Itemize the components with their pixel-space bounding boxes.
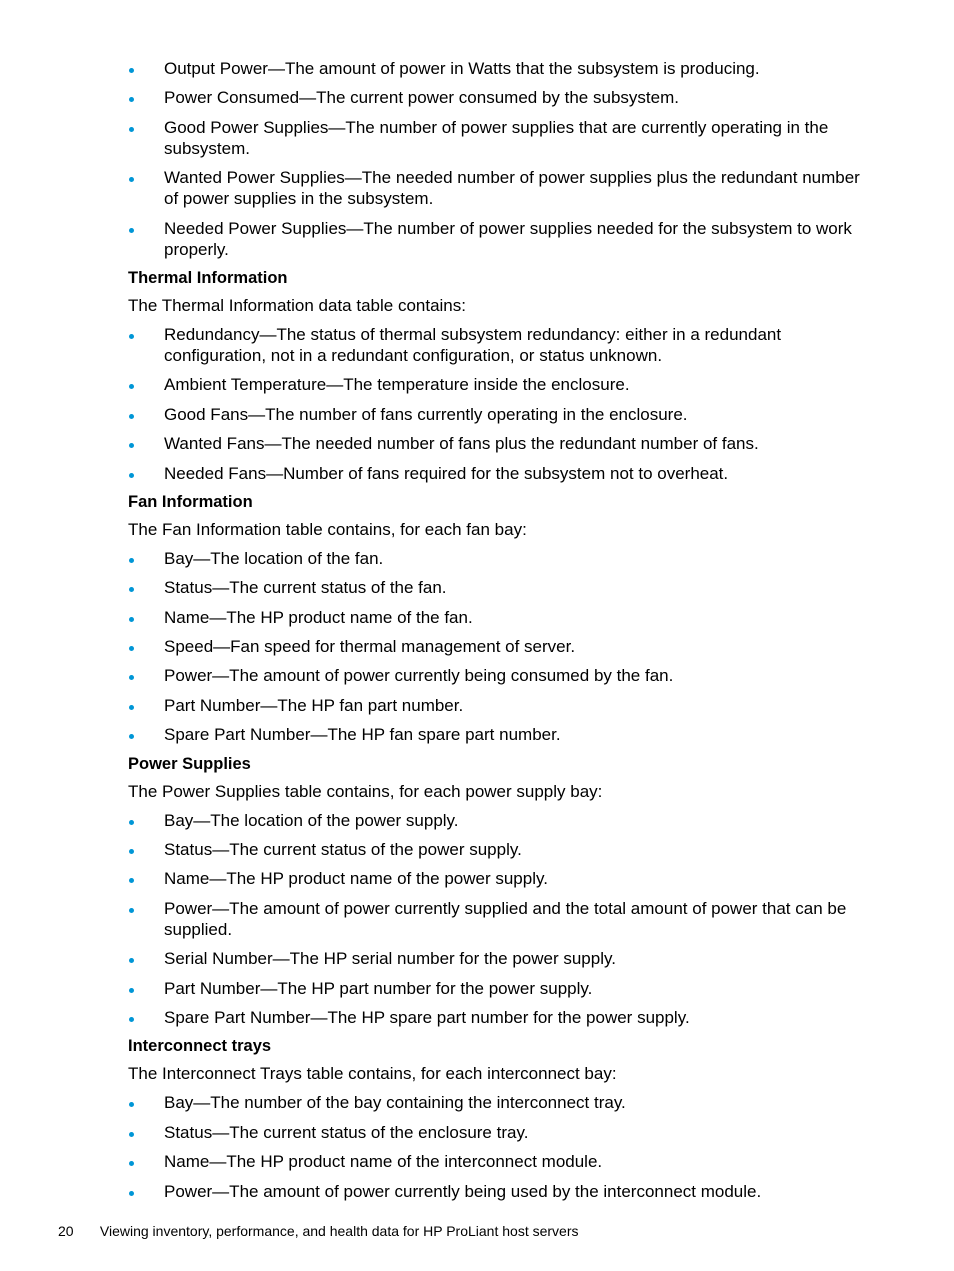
list-item-text: Ambient Temperature—The temperature inside the enclosure. — [164, 375, 630, 395]
list-item — [128, 374, 870, 395]
list-item-text: Redundancy—The status of thermal subsystem redundancy: either in a redundant configuration, not in a redundant configuration, or status unknown. — [164, 324, 782, 365]
thermal-items-list — [128, 324, 870, 484]
bullet-icon — [129, 878, 134, 883]
list-item — [128, 839, 870, 860]
bullet-icon — [129, 988, 134, 993]
thermal-intro: The Thermal Information data table contains: — [128, 295, 466, 315]
page-number: 20 — [58, 1223, 74, 1239]
bullet-icon — [129, 334, 134, 339]
fan-intro: The Fan Information table contains, for each fan bay: — [128, 519, 527, 539]
list-item — [128, 404, 870, 425]
power-items-list — [128, 58, 870, 260]
power-supplies-intro: The Power Supplies table contains, for each power supply bay: — [128, 781, 603, 801]
list-item — [128, 324, 870, 366]
list-item — [128, 548, 870, 569]
list-item — [128, 724, 870, 745]
list-item-text: Power Consumed—The current power consumed by the subsystem. — [164, 88, 679, 108]
list-item — [128, 58, 870, 79]
bullet-icon — [129, 1191, 134, 1196]
bullet-icon — [129, 587, 134, 592]
list-item — [128, 868, 870, 889]
thermal-heading: Thermal Information — [128, 268, 288, 287]
list-item-text: Status—The current status of the power supply. — [164, 840, 522, 860]
page-footer — [58, 1222, 579, 1240]
list-item-text: Good Fans—The number of fans currently operating in the enclosure. — [164, 404, 688, 424]
list-item — [128, 607, 870, 628]
list-item-text: Part Number—The HP part number for the power supply. — [164, 978, 593, 998]
interconnect-heading: Interconnect trays — [128, 1037, 272, 1056]
list-item-text: Wanted Power Supplies—The needed number of power supplies plus the redundant number of power supplies in the subsystem. — [164, 168, 860, 209]
bullet-icon — [129, 177, 134, 182]
list-item-text: Power—The amount of power currently supplied and the total amount of power that can be supplied. — [164, 898, 847, 939]
list-item-text: Part Number—The HP fan part number. — [164, 695, 464, 715]
list-item — [128, 636, 870, 657]
list-item — [128, 433, 870, 454]
power-supplies-items-list — [128, 810, 870, 1028]
list-item-text: Bay—The location of the power supply. — [164, 810, 459, 830]
list-item — [128, 463, 870, 484]
interconnect-intro: The Interconnect Trays table contains, for each interconnect bay: — [128, 1064, 617, 1084]
list-item-text: Bay—The number of the bay containing the interconnect tray. — [164, 1093, 626, 1113]
list-item-text: Status—The current status of the fan. — [164, 578, 447, 598]
list-item — [128, 898, 870, 940]
bullet-icon — [129, 1017, 134, 1022]
list-item-text: Spare Part Number—The HP spare part number for the power supply. — [164, 1007, 690, 1027]
bullet-icon — [129, 384, 134, 389]
list-item-text: Status—The current status of the enclosure tray. — [164, 1122, 529, 1142]
fan-items-list — [128, 548, 870, 745]
list-item — [128, 167, 870, 209]
list-item — [128, 577, 870, 598]
list-item — [128, 810, 870, 831]
list-item-text: Output Power—The amount of power in Watts that the subsystem is producing. — [164, 59, 760, 78]
list-item — [128, 1151, 870, 1172]
list-item-text: Name—The HP product name of the interconnect module. — [164, 1152, 603, 1172]
footer-title: Viewing inventory, performance, and health data for HP ProLiant host servers — [99, 1223, 579, 1239]
power-supplies-heading: Power Supplies — [128, 754, 251, 773]
bullet-icon — [129, 705, 134, 710]
bullet-icon — [129, 1161, 134, 1166]
list-item-text: Needed Power Supplies—The number of power supplies needed for the subsystem to work properly. — [164, 218, 852, 259]
bullet-icon — [129, 68, 134, 73]
list-item — [128, 695, 870, 716]
bullet-icon — [129, 1132, 134, 1137]
list-item-text: Bay—The location of the fan. — [164, 548, 384, 568]
list-item — [128, 665, 870, 686]
list-item — [128, 87, 870, 108]
bullet-icon — [129, 228, 134, 233]
list-item-text: Good Power Supplies—The number of power supplies that are currently operating in the subsystem. — [164, 117, 829, 158]
bullet-icon — [129, 97, 134, 102]
list-item-text: Spare Part Number—The HP fan spare part number. — [164, 725, 561, 745]
bullet-icon — [129, 473, 134, 478]
page-content — [128, 58, 870, 1210]
list-item-text: Speed—Fan speed for thermal management of server. — [164, 637, 576, 657]
list-item — [128, 218, 870, 260]
list-item — [128, 1007, 870, 1028]
bullet-icon — [129, 414, 134, 419]
bullet-icon — [129, 1102, 134, 1107]
bullet-icon — [129, 127, 134, 132]
interconnect-items-list — [128, 1092, 870, 1201]
bullet-icon — [129, 908, 134, 913]
list-item-text: Wanted Fans—The needed number of fans plus the redundant number of fans. — [164, 434, 759, 454]
fan-heading: Fan Information — [128, 492, 253, 511]
bullet-icon — [129, 849, 134, 854]
list-item-text: Power—The amount of power currently being consumed by the fan. — [164, 666, 674, 686]
list-item — [128, 948, 870, 969]
list-item-text: Needed Fans—Number of fans required for the subsystem not to overheat. — [164, 463, 729, 483]
bullet-icon — [129, 646, 134, 651]
list-item-text: Power—The amount of power currently being used by the interconnect module. — [164, 1181, 762, 1201]
bullet-icon — [129, 617, 134, 622]
bullet-icon — [129, 958, 134, 963]
list-item — [128, 1181, 870, 1202]
bullet-icon — [129, 443, 134, 448]
list-item — [128, 978, 870, 999]
list-item-text: Name—The HP product name of the power supply. — [164, 869, 548, 889]
list-item-text: Serial Number—The HP serial number for the power supply. — [164, 949, 616, 969]
bullet-icon — [129, 675, 134, 680]
list-item — [128, 1092, 870, 1113]
bullet-icon — [129, 734, 134, 739]
list-item-text: Name—The HP product name of the fan. — [164, 607, 473, 627]
bullet-icon — [129, 820, 134, 825]
list-item — [128, 117, 870, 159]
bullet-icon — [129, 558, 134, 563]
list-item — [128, 1122, 870, 1143]
